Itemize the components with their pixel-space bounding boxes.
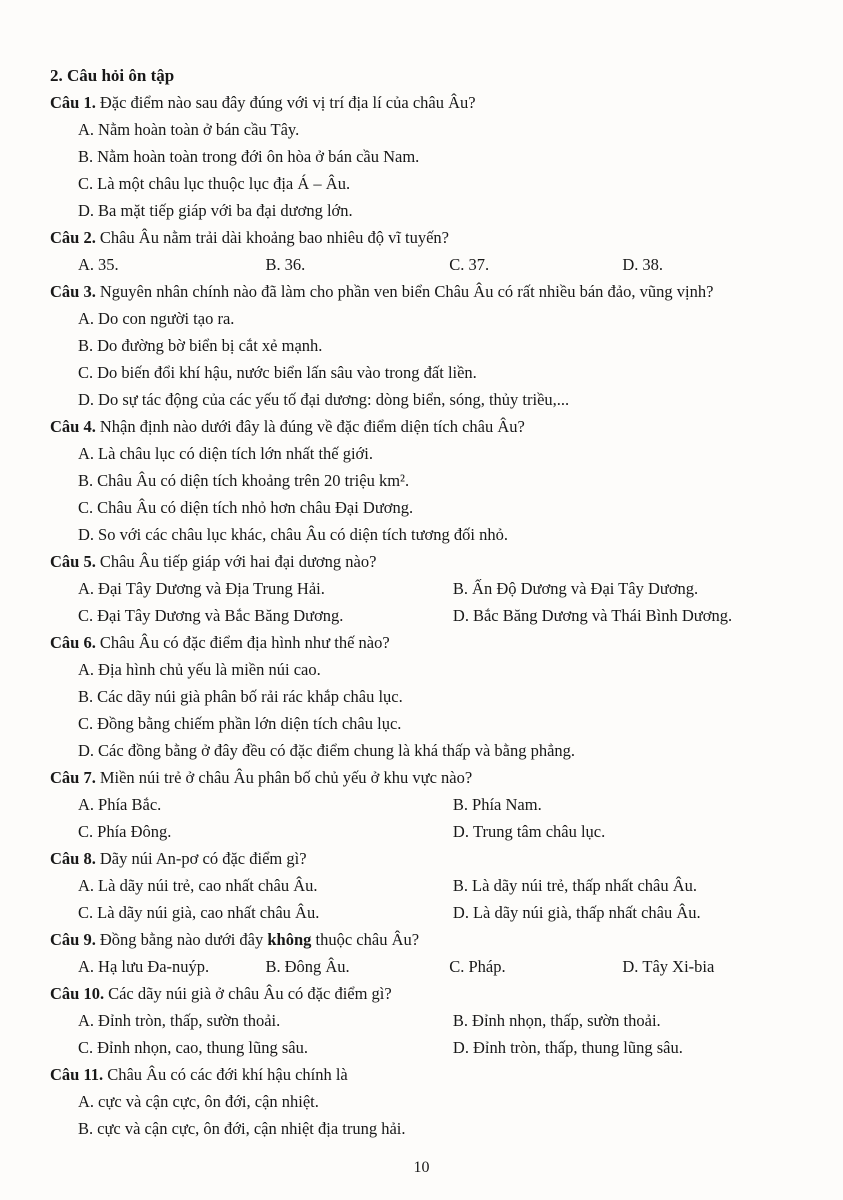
question-number: Câu 1.: [50, 93, 96, 112]
option-label: D.: [78, 390, 95, 409]
option-list: [50, 872, 799, 926]
option-label: C.: [449, 255, 465, 274]
option-list: [50, 1007, 799, 1061]
option-label: B.: [78, 1119, 94, 1138]
option-label: A.: [78, 876, 95, 895]
option-label: D.: [452, 903, 469, 922]
option-text: Đại Tây Dương và Bắc Băng Dương.: [97, 606, 344, 625]
option: [453, 899, 799, 926]
option: [453, 602, 799, 629]
question-number: Câu 11.: [50, 1065, 104, 1084]
option-label: A.: [78, 444, 95, 463]
page-number: 10: [413, 1159, 430, 1176]
option-label: B.: [452, 1011, 469, 1030]
option-text: Đỉnh nhọn, thấp, sườn thoải.: [472, 1011, 661, 1030]
option-list: [50, 575, 799, 629]
option-text: Ba mặt tiếp giáp với ba đại dương lớn.: [98, 201, 353, 220]
question: [50, 548, 799, 629]
question-line: [50, 764, 799, 791]
option-list: [50, 440, 799, 548]
option: [265, 251, 449, 278]
question: [50, 764, 799, 845]
question-text: Châu Âu nằm trải dài khoảng bao nhiêu độ vĩ tuyến?: [99, 228, 450, 247]
option-label: D.: [622, 255, 639, 274]
question-line: [50, 1061, 799, 1088]
question-number: Câu 5.: [50, 552, 96, 571]
option-text: Hạ lưu Đa-nuýp.: [98, 957, 210, 976]
question-text: Dãy núi An-pơ có đặc điểm gì?: [99, 849, 307, 868]
option-label: D.: [622, 957, 639, 976]
option-list: [50, 791, 799, 845]
option: [78, 953, 265, 980]
question: [50, 413, 799, 548]
question: [50, 629, 799, 764]
option-label: C.: [449, 957, 465, 976]
option-text: Châu Âu có diện tích khoảng trên 20 triệu km².: [97, 471, 410, 490]
question-number: Câu 7.: [50, 768, 96, 787]
question-list: [50, 89, 799, 1142]
question: [50, 278, 799, 413]
option: [453, 1034, 799, 1061]
option-text: Là một châu lục thuộc lục địa Á – Âu.: [97, 174, 351, 193]
question: [50, 845, 799, 926]
option: [622, 953, 799, 980]
option: [78, 899, 453, 926]
question-number: Câu 10.: [50, 984, 105, 1003]
option-text: Là dãy núi trẻ, cao nhất châu Âu.: [98, 876, 318, 895]
option: [78, 737, 799, 764]
option-label: B.: [452, 579, 469, 598]
option-text: Địa hình chủ yếu là miền núi cao.: [98, 660, 321, 679]
option-label: A.: [78, 120, 95, 139]
question-line: [50, 845, 799, 872]
question-number: Câu 8.: [50, 849, 96, 868]
question: [50, 224, 799, 278]
option-list: [50, 656, 799, 764]
option-label: D.: [78, 741, 95, 760]
option-label: D.: [78, 201, 95, 220]
question-text: Đồng bằng nào dưới đây: [99, 930, 268, 949]
option-list: [50, 305, 799, 413]
option-label: D.: [452, 1038, 469, 1057]
option-text: 36.: [284, 255, 306, 274]
option-label: B.: [78, 471, 94, 490]
option-label: B.: [78, 687, 94, 706]
option-label: A.: [78, 957, 95, 976]
option-text: Là châu lục có diện tích lớn nhất thế giới.: [98, 444, 373, 463]
option: [78, 359, 799, 386]
option: [78, 197, 799, 224]
option: [78, 440, 799, 467]
option-label: B.: [78, 336, 94, 355]
option-text: Tây Xi-bia: [642, 957, 715, 976]
option-list: [50, 953, 799, 980]
option: [78, 818, 453, 845]
option: [78, 872, 453, 899]
option-text: Do biến đổi khí hậu, nước biển lấn sâu vào trong đất liền.: [97, 363, 477, 382]
option-text: Đỉnh tròn, thấp, thung lũng sâu.: [472, 1038, 683, 1057]
question-text: thuộc châu Âu?: [311, 930, 420, 949]
option-label: C.: [78, 822, 94, 841]
option-text: Do con người tạo ra.: [98, 309, 235, 328]
option: [78, 1088, 799, 1115]
question-number: Câu 6.: [50, 633, 96, 652]
option-text: 38.: [642, 255, 663, 274]
option-label: B.: [265, 255, 281, 274]
option: [449, 251, 622, 278]
question-line: [50, 278, 799, 305]
question-text: Nguyên nhân chính nào đã làm cho phần ven biển Châu Âu có rất nhiều bán đảo, vũng vịnh?: [99, 282, 714, 301]
option: [78, 1007, 453, 1034]
option-text: Là dãy núi trẻ, thấp nhất châu Âu.: [472, 876, 698, 895]
option: [453, 1007, 799, 1034]
option-text: Phía Đông.: [97, 822, 172, 841]
option-text: Là dãy núi già, thấp nhất châu Âu.: [472, 903, 701, 922]
question: [50, 89, 799, 224]
option: [78, 1034, 453, 1061]
option-text: Châu Âu có diện tích nhỏ hơn châu Đại Dương.: [97, 498, 414, 517]
question-line: [50, 629, 799, 656]
option-label: B.: [265, 957, 281, 976]
option-text: Đỉnh nhọn, cao, thung lũng sâu.: [97, 1038, 308, 1057]
option: [265, 953, 449, 980]
option-list: [50, 1088, 799, 1142]
option-text: Đông Âu.: [284, 957, 350, 976]
option-text: cực và cận cực, ôn đới, cận nhiệt.: [98, 1092, 319, 1111]
option-text: Đồng bằng chiếm phần lớn diện tích châu lục.: [97, 714, 402, 733]
option-text: Nằm hoàn toàn ở bán cầu Tây.: [98, 120, 300, 139]
option: [78, 170, 799, 197]
option-text: Là dãy núi già, cao nhất châu Âu.: [97, 903, 320, 922]
option: [78, 116, 799, 143]
question-number: Câu 4.: [50, 417, 96, 436]
option-text: Bắc Băng Dương và Thái Bình Dương.: [472, 606, 733, 625]
option-label: A.: [78, 660, 95, 679]
option-label: C.: [78, 1038, 94, 1057]
question-line: [50, 413, 799, 440]
option-list: [50, 251, 799, 278]
option-text: Các đồng bằng ở đây đều có đặc điểm chung là khá thấp và bằng phẳng.: [98, 741, 576, 760]
option-text: Đỉnh tròn, thấp, sườn thoải.: [98, 1011, 281, 1030]
question: [50, 980, 799, 1061]
option: [453, 791, 799, 818]
option: [449, 953, 622, 980]
question-line: [50, 980, 799, 1007]
option: [78, 386, 799, 413]
question-text: Châu Âu tiếp giáp với hai đại dương nào?: [99, 552, 377, 571]
option: [78, 1115, 799, 1142]
option: [78, 251, 265, 278]
option-text: 35.: [98, 255, 119, 274]
option: [453, 872, 799, 899]
option-text: Phía Bắc.: [98, 795, 162, 814]
option-text: Phía Nam.: [472, 795, 542, 814]
option-label: C.: [78, 174, 94, 193]
option: [78, 305, 799, 332]
option-label: A.: [78, 579, 95, 598]
option-text: Pháp.: [468, 957, 506, 976]
option-label: A.: [78, 309, 95, 328]
option-label: D.: [452, 822, 469, 841]
question-number: Câu 2.: [50, 228, 96, 247]
option-label: A.: [78, 795, 95, 814]
option: [78, 602, 453, 629]
option-text: Do sự tác động của các yếu tố đại dương: dòng biển, sóng, thủy triều,...: [98, 390, 570, 409]
option-text: Nằm hoàn toàn trong đới ôn hòa ở bán cầu Nam.: [97, 147, 420, 166]
option: [453, 575, 799, 602]
option: [78, 710, 799, 737]
option-label: C.: [78, 903, 94, 922]
option-label: D.: [452, 606, 469, 625]
question-text: Miền núi trẻ ở châu Âu phân bố chủ yếu ở khu vực nào?: [99, 768, 473, 787]
question-line: [50, 89, 799, 116]
option: [78, 467, 799, 494]
option-label: B.: [452, 876, 469, 895]
option: [78, 143, 799, 170]
option-list: [50, 116, 799, 224]
option-text: So với các châu lục khác, châu Âu có diện tích tương đối nhỏ.: [98, 525, 508, 544]
question: [50, 926, 799, 980]
option-text: Ấn Độ Dương và Đại Tây Dương.: [472, 579, 699, 598]
option: [78, 791, 453, 818]
option-label: A.: [78, 1011, 95, 1030]
question-line: [50, 224, 799, 251]
option-label: C.: [78, 498, 94, 517]
option: [78, 656, 799, 683]
option-text: Trung tâm châu lục.: [472, 822, 606, 841]
option-text: 37.: [468, 255, 490, 274]
question-text: Đặc điểm nào sau đây đúng với vị trí địa lí của châu Âu?: [99, 93, 476, 112]
option-text: Các dãy núi già phân bố rải rác khắp châu lục.: [97, 687, 403, 706]
option: [78, 575, 453, 602]
option-label: C.: [78, 606, 94, 625]
question-text: Châu Âu có đặc điểm địa hình như thế nào?: [99, 633, 390, 652]
option-label: C.: [78, 714, 94, 733]
question-line: [50, 926, 799, 953]
question-text: Nhận định nào dưới đây là đúng về đặc điểm diện tích châu Âu?: [99, 417, 525, 436]
section-title: 2. Câu hỏi ôn tập: [50, 66, 175, 85]
option-label: B.: [78, 147, 94, 166]
option: [453, 818, 799, 845]
question-number: Câu 9.: [50, 930, 96, 949]
option: [78, 521, 799, 548]
option-label: C.: [78, 363, 94, 382]
option: [78, 683, 799, 710]
question-text: Châu Âu có các đới khí hậu chính là: [107, 1065, 348, 1084]
option-text: cực và cận cực, ôn đới, cận nhiệt địa trung hải.: [97, 1119, 406, 1138]
option: [78, 332, 799, 359]
option-label: A.: [78, 1092, 95, 1111]
option-label: B.: [452, 795, 469, 814]
option: [78, 494, 799, 521]
question-text: không: [267, 930, 312, 949]
question-line: [50, 548, 799, 575]
option-label: D.: [78, 525, 95, 544]
option-label: A.: [78, 255, 95, 274]
question-number: Câu 3.: [50, 282, 96, 301]
option: [622, 251, 799, 278]
question-text: Các dãy núi già ở châu Âu có đặc điểm gì?: [108, 984, 392, 1003]
option-text: Do đường bờ biển bị cắt xẻ mạnh.: [97, 336, 323, 355]
option-text: Đại Tây Dương và Địa Trung Hải.: [98, 579, 325, 598]
question: [50, 1061, 799, 1142]
